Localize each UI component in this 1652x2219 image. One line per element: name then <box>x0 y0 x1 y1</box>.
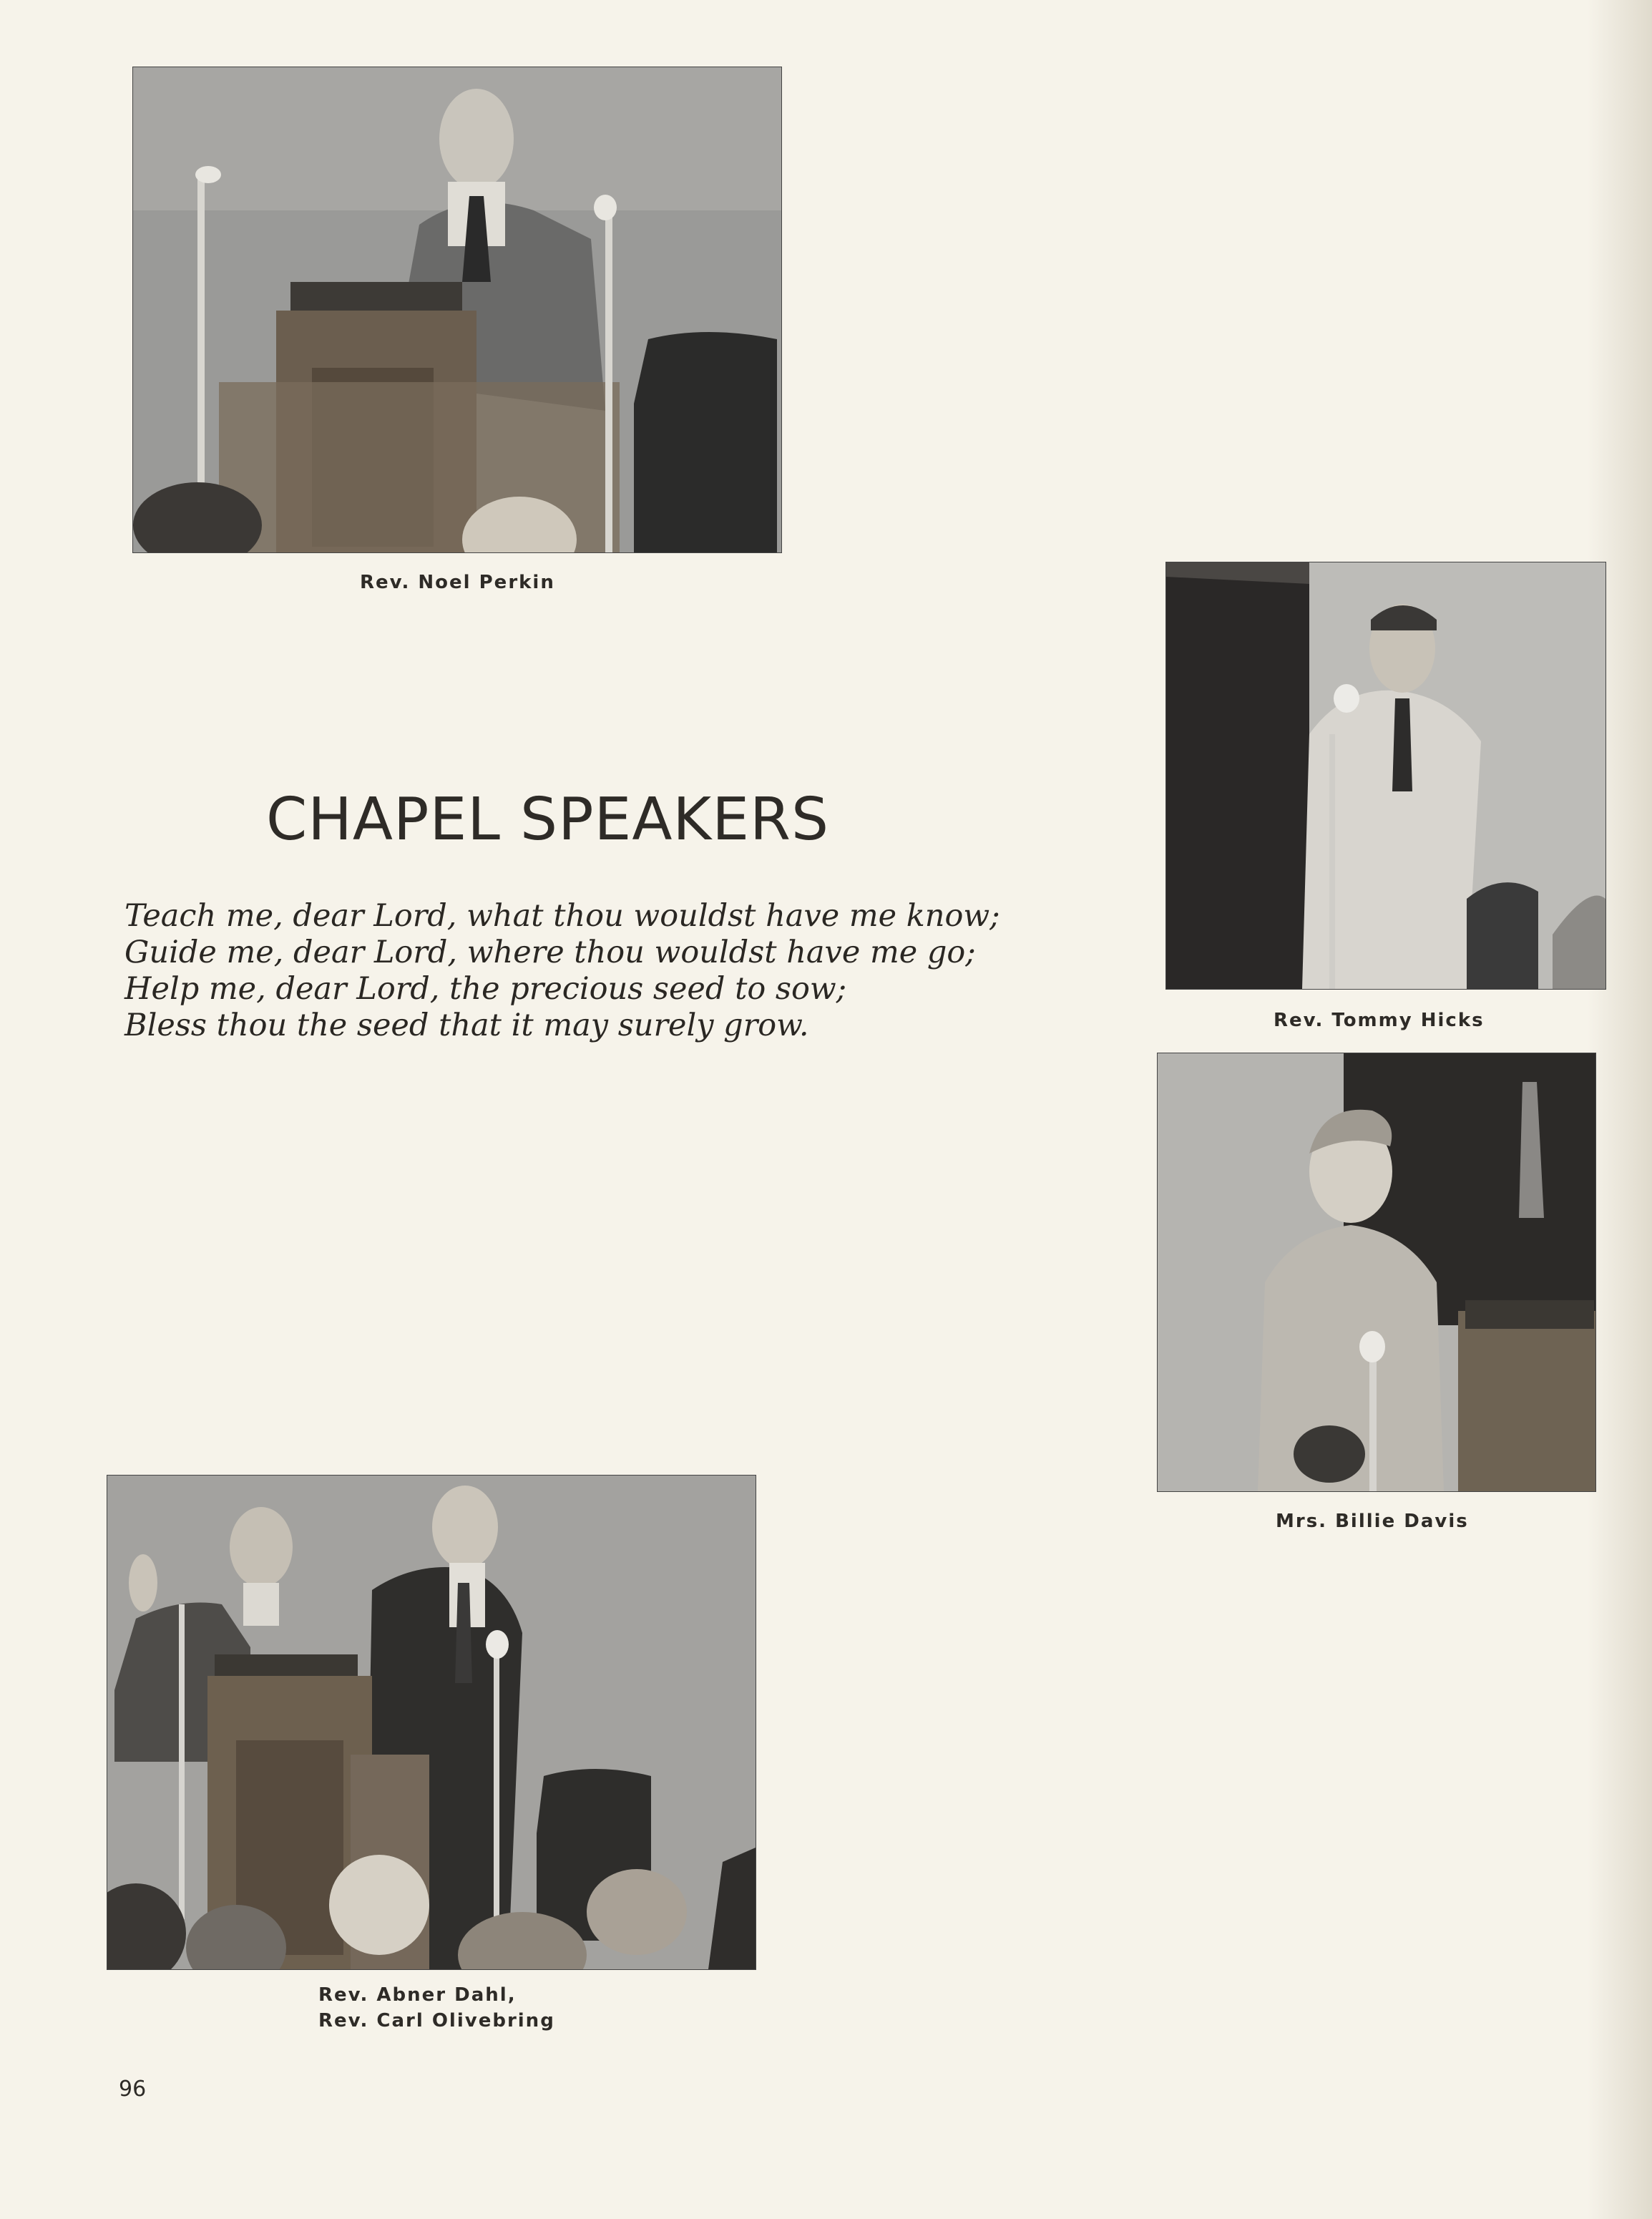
caption-noel-perkin: Rev. Noel Perkin <box>360 572 555 593</box>
poem-line: Guide me, dear Lord, where thou wouldst have me go; <box>124 935 976 970</box>
page-number: 96 <box>119 2077 147 2102</box>
poem-line: Teach me, dear Lord, what thou wouldst have me know; <box>124 898 1000 934</box>
caption-abner-dahl-carl-olivebring: Rev. Abner Dahl, Rev. Carl Olivebring <box>318 1984 555 2032</box>
photo-tommy-hicks <box>1166 562 1605 989</box>
caption-billie-davis: Mrs. Billie Davis <box>1276 1511 1469 1532</box>
page-edge-shadow <box>1588 0 1652 2219</box>
caption-tommy-hicks: Rev. Tommy Hicks <box>1274 1010 1485 1031</box>
poem <box>124 898 1000 1044</box>
poem-line: Bless thou the seed that it may surely grow. <box>124 1008 809 1043</box>
page-title: CHAPEL SPEAKERS <box>266 786 830 854</box>
photo-billie-davis <box>1158 1053 1595 1491</box>
photo-abner-dahl-carl-olivebring <box>107 1476 756 1969</box>
photo-noel-perkin <box>133 67 781 552</box>
poem-line: Help me, dear Lord, the precious seed to sow; <box>124 971 847 1007</box>
